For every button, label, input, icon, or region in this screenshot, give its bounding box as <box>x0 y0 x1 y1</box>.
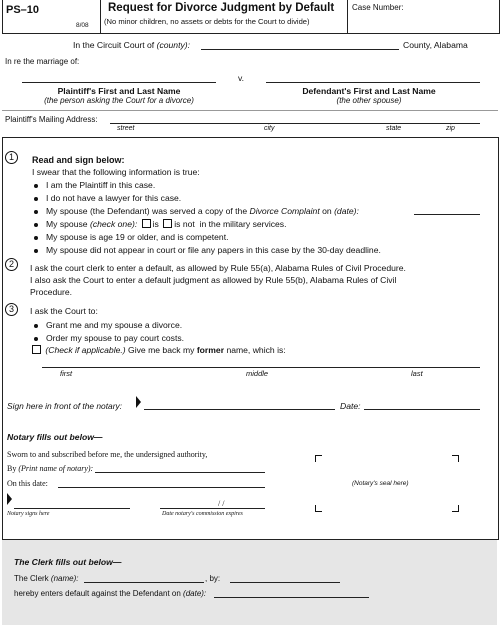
bullet-icon <box>34 197 38 201</box>
county-suffix: County, Alabama <box>403 40 468 50</box>
sign-date-label: Date: <box>340 401 361 411</box>
defendant-name-field[interactable] <box>266 82 480 83</box>
divider-1 <box>2 110 498 111</box>
address-street: street <box>117 125 135 132</box>
notary-sworn: Sworn to and subscribed before me, the undersigned authority, <box>7 450 208 459</box>
notary-heading: Notary fills out below— <box>7 432 103 442</box>
defendant-sub: (the other spouse) <box>336 96 402 105</box>
notary-date-field[interactable] <box>58 487 265 488</box>
sign-label: Sign here in front of the notary: <box>7 401 122 411</box>
plaintiff-name-field[interactable] <box>22 82 216 83</box>
section-1-heading: Read and sign below: <box>32 155 125 165</box>
clerk-enters-label: hereby enters default against the Defendant on (date): <box>14 589 207 598</box>
form-date: 8/08 <box>76 22 89 29</box>
seal-corner-icon <box>452 455 459 462</box>
header-divider-1 <box>100 0 101 33</box>
address-state: state <box>386 125 402 132</box>
section-2-number: 2 <box>5 258 18 271</box>
commission-date-field[interactable] <box>160 508 265 509</box>
s3-item-costs: Order my spouse to pay court costs. <box>46 333 185 343</box>
notary-on-date: On this date: <box>7 479 48 488</box>
notary-by: By (Print name of notary): <box>7 464 94 473</box>
plaintiff-sub: (the person asking the Court for a divorce) <box>44 96 194 105</box>
address-label: Plaintiff's Mailing Address: <box>5 115 98 124</box>
military-is-checkbox[interactable] <box>142 219 151 228</box>
name-first-label: first <box>60 369 73 378</box>
case-number-label: Case Number: <box>352 3 404 12</box>
clerk-name-label: The Clerk (name): <box>14 574 79 583</box>
served-date-field[interactable] <box>414 214 480 215</box>
sign-date-field[interactable] <box>364 409 480 410</box>
commission-label: Date notary's commission expires <box>162 511 243 517</box>
bullet-icon <box>34 337 38 341</box>
notary-signature-field[interactable] <box>14 508 130 509</box>
name-middle-label: middle <box>246 369 269 378</box>
s1-item-age: My spouse is age 19 or older, and is competent. <box>46 232 229 242</box>
notary-sign-here: Notary signs here <box>7 511 50 517</box>
commission-slashes: / / <box>218 499 225 508</box>
sign-arrow-icon <box>136 396 141 408</box>
section-2-line-1: I ask the court clerk to enter a default, as allowed by Rule 55(a), Alabama Rules of Civil Procedure. <box>30 263 406 273</box>
plaintiff-title: Plaintiff's First and Last Name <box>57 86 181 96</box>
header-divider-2 <box>347 0 348 33</box>
s1-item-served: My spouse (the Defendant) was served a copy of the Divorce Complaint on (date): <box>46 206 359 216</box>
clerk-name-field[interactable] <box>84 582 204 583</box>
seal-corner-icon <box>315 505 322 512</box>
clerk-heading: The Clerk fills out below— <box>14 557 122 567</box>
bullet-icon <box>34 236 38 240</box>
s1-item-plaintiff: I am the Plaintiff in this case. <box>46 180 156 190</box>
former-name-field[interactable] <box>42 367 480 368</box>
form-subtitle: (No minor children, no assets or debts for the Court to divide) <box>104 17 310 26</box>
section-3-intro: I ask the Court to: <box>30 306 98 316</box>
form-title: Request for Divorce Judgment by Default <box>108 2 335 14</box>
address-city: city <box>264 125 275 132</box>
s1-item-lawyer: I do not have a lawyer for this case. <box>46 193 182 203</box>
clerk-by-label: , by: <box>205 574 221 583</box>
plaintiff-signature-field[interactable] <box>144 409 335 410</box>
clerk-date-field[interactable] <box>214 597 369 598</box>
address-zip: zip <box>446 125 455 132</box>
s3-item-divorce: Grant me and my spouse a divorce. <box>46 320 183 330</box>
bullet-icon <box>34 184 38 188</box>
bullet-icon <box>34 210 38 214</box>
clerk-by-field[interactable] <box>230 582 340 583</box>
seal-corner-icon <box>315 455 322 462</box>
name-last-label: last <box>411 369 423 378</box>
county-field[interactable] <box>201 49 399 50</box>
versus-label: v. <box>238 73 245 83</box>
court-line: In the Circuit Court of (county): <box>73 40 191 50</box>
seal-corner-icon <box>452 505 459 512</box>
form-number: PS–10 <box>6 4 40 16</box>
notary-sign-arrow-icon <box>7 493 12 505</box>
marriage-label: In re the marriage of: <box>5 57 80 66</box>
bullet-icon <box>34 324 38 328</box>
former-name-checkbox[interactable] <box>32 345 41 354</box>
s1-item-deadline: My spouse did not appear in court or file any papers in this case by the 30-day deadline. <box>46 245 381 255</box>
section-1-intro: I swear that the following information is true: <box>32 167 200 177</box>
section-2-line-2: I also ask the Court to enter a default judgment as allowed by Rule 55(b), Alabama Rules of Civil <box>30 275 397 285</box>
defendant-title: Defendant's First and Last Name <box>302 86 436 96</box>
s1-item-military: My spouse (check one): is is not in the military services. <box>46 219 287 229</box>
section-2-line-3: Procedure. <box>30 287 73 297</box>
s3-item-former-name: (Check if applicable.) Give me back my former name, which is: <box>30 345 286 355</box>
bullet-icon <box>34 223 38 227</box>
military-is-not-checkbox[interactable] <box>163 219 172 228</box>
section-1-number: 1 <box>5 151 18 164</box>
mailing-address-field[interactable] <box>110 123 480 124</box>
bullet-icon <box>34 249 38 253</box>
notary-name-field[interactable] <box>95 472 265 473</box>
notary-seal-label: (Notary's seal here) <box>352 480 409 487</box>
section-3-number: 3 <box>5 303 18 316</box>
